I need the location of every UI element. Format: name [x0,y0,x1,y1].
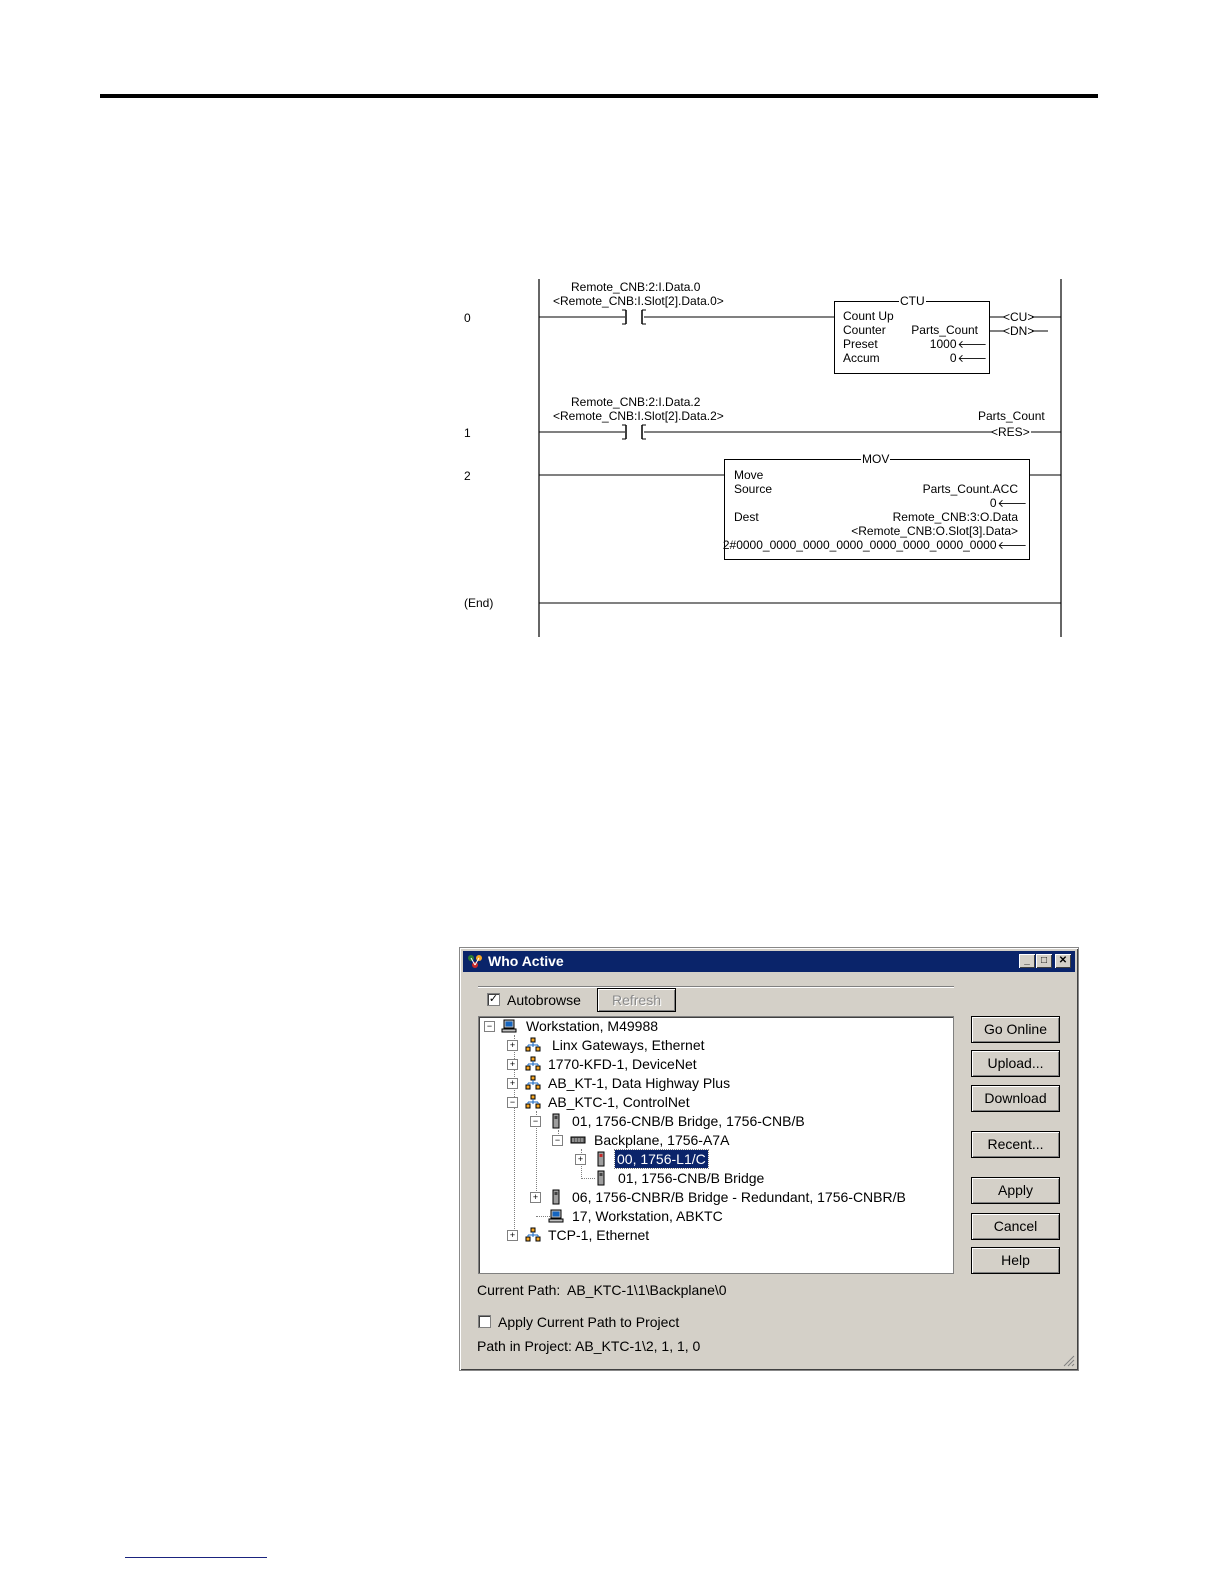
mov-dest-label: Dest [734,510,759,524]
collapse-icon[interactable]: − [484,1021,495,1032]
expand-icon[interactable]: + [507,1040,518,1051]
ctu-accum-row [950,351,987,366]
res-coil-tag: Parts_Count [978,409,1045,423]
current-path-value: AB_KTC-1\1\Backplane\0 [567,1282,727,1298]
go-online-button[interactable]: Go Online [971,1016,1060,1043]
autobrowse-checkbox[interactable] [487,993,500,1006]
res-coil-label: RES [998,425,1023,439]
collapse-icon[interactable]: − [530,1116,541,1127]
maximize-icon: □ [1040,955,1048,966]
rung-number-2: 2 [464,469,471,483]
arrow-left-icon: 🡐 [997,540,1027,552]
apply-button[interactable]: Apply [971,1177,1060,1204]
workstation-icon [548,1208,564,1224]
page-header-rule [100,94,1098,98]
ladder-diagram [460,275,1070,640]
recent-button[interactable]: Recent... [971,1131,1060,1158]
mov-source-row [990,496,1027,511]
rung1-contact-tag: Remote_CNB:2:I.Data.2 [571,395,701,409]
cancel-button[interactable]: Cancel [971,1213,1060,1240]
tree-item-label[interactable]: 06, 1756-CNBR/B Bridge - Redundant, 1756-CNBR/B [572,1189,906,1205]
rung1-contact-alias: <Remote_CNB:I.Slot[2].Data.2> [553,409,724,423]
ctu-counter-value: Parts_Count [911,323,978,337]
ctu-preset-label: Preset [843,337,878,351]
mov-line1: Move [734,468,764,482]
rung0-contact-tag: Remote_CNB:2:I.Data.0 [571,280,701,294]
ctu-line1: Count Up [843,309,894,323]
network-icon [525,1037,541,1053]
expand-icon[interactable]: + [507,1230,518,1241]
autobrowse-label: Autobrowse [507,992,581,1008]
apply-path-checkbox[interactable] [478,1315,491,1328]
minimize-button[interactable] [1019,954,1035,968]
rung0-contact-alias: <Remote_CNB:I.Slot[2].Data.0> [553,294,724,308]
rung-number-1: 1 [464,426,471,440]
maximize-button[interactable] [1036,954,1052,968]
ctu-counter-label: Counter [843,323,886,337]
arrow-left-icon: 🡐 [957,339,987,351]
controller-module-icon [593,1151,609,1167]
tree-item-label[interactable]: TCP-1, Ethernet [548,1227,650,1243]
checkmark-icon: ✓ [488,993,499,1005]
network-icon [525,1075,541,1091]
mov-dest-row [723,538,1027,553]
module-icon [548,1113,564,1129]
dialog-titlebar[interactable] [463,951,1075,972]
tree-item-label[interactable]: Workstation, M49988 [526,1018,659,1034]
expand-icon[interactable]: + [507,1078,518,1089]
expand-icon[interactable]: + [507,1059,518,1070]
ctu-instruction-block [834,294,990,374]
dialog-title: Who Active [488,953,564,969]
dn-coil-label: DN [1010,324,1028,338]
ctu-preset-value: 1000 [929,337,957,351]
network-browse-tree[interactable] [478,1016,954,1274]
rslinx-network-icon [466,953,484,970]
apply-path-label: Apply Current Path to Project [498,1314,680,1330]
backplane-icon [570,1132,586,1148]
help-button[interactable]: Help [971,1247,1060,1274]
network-icon [525,1227,541,1243]
close-icon: ✕ [1058,955,1068,966]
cu-coil-label: CU [1010,310,1028,324]
mov-dest-value: 2#0000_0000_0000_0000_0000_0000_0000_0000 [722,538,997,552]
rung-number-0: 0 [464,311,471,325]
upload-button[interactable]: Upload... [971,1050,1060,1077]
mov-dest-alias: <Remote_CNB:O.Slot[3].Data> [851,524,1018,538]
tree-item-label[interactable]: 1770-KFD-1, DeviceNet [548,1056,697,1072]
arrow-left-icon: 🡐 [997,498,1027,510]
network-icon [525,1094,541,1110]
tree-item-label[interactable]: 17, Workstation, ABKTC [572,1208,723,1224]
tree-item-label[interactable]: AB_KTC-1, ControlNet [548,1094,690,1110]
tree-item-label[interactable]: Linx Gateways, Ethernet [552,1037,705,1053]
mov-source-tag: Parts_Count.ACC [922,482,1018,496]
collapse-icon[interactable]: − [507,1097,518,1108]
mov-instruction-block [722,452,1030,560]
tree-item-label[interactable]: 00, 1756-L1/C [617,1151,706,1167]
ctu-preset-row [930,337,987,352]
who-active-dialog [459,947,1079,1371]
tree-item-label[interactable]: 01, 1756-CNB/B Bridge, 1756-CNB/B [572,1113,805,1129]
mov-dest-tag: Remote_CNB:3:O.Data [892,510,1018,524]
tree-item-label[interactable]: 01, 1756-CNB/B Bridge [618,1170,765,1186]
collapse-icon[interactable]: − [552,1135,563,1146]
download-button[interactable]: Download [971,1085,1060,1112]
resize-grip-icon[interactable] [1063,1355,1075,1367]
cu-output-coil: <CU> [1003,310,1035,324]
tree-item-label[interactable]: AB_KT-1, Data Highway Plus [548,1075,731,1091]
module-icon [593,1170,609,1186]
arrow-left-icon: 🡐 [957,353,987,365]
dn-output-coil: <DN> [1003,324,1035,338]
ctu-title: CTU [900,294,925,308]
ctu-accum-value: 0 [949,351,957,365]
tree-item-label[interactable]: Backplane, 1756-A7A [594,1132,730,1148]
toolbar-separator [478,986,954,988]
expand-icon[interactable]: + [575,1154,586,1165]
end-rung-label: (End) [464,596,494,610]
refresh-button[interactable]: Refresh [597,988,676,1012]
workstation-icon [501,1018,517,1034]
minimize-icon: _ [1024,955,1030,966]
module-icon [548,1189,564,1205]
close-button[interactable] [1055,954,1071,968]
path-in-project: Path in Project: AB_KTC-1\2, 1, 1, 0 [477,1338,701,1354]
mov-title: MOV [862,452,890,466]
current-path-label: Current Path: [477,1282,561,1298]
network-icon [525,1056,541,1072]
expand-icon[interactable]: + [530,1192,541,1203]
footer-rule [125,1557,267,1558]
mov-source-value: 0 [989,496,997,510]
res-output-coil: <RES> [991,425,1030,439]
mov-source-label: Source [734,482,773,496]
ctu-accum-label: Accum [843,351,880,365]
